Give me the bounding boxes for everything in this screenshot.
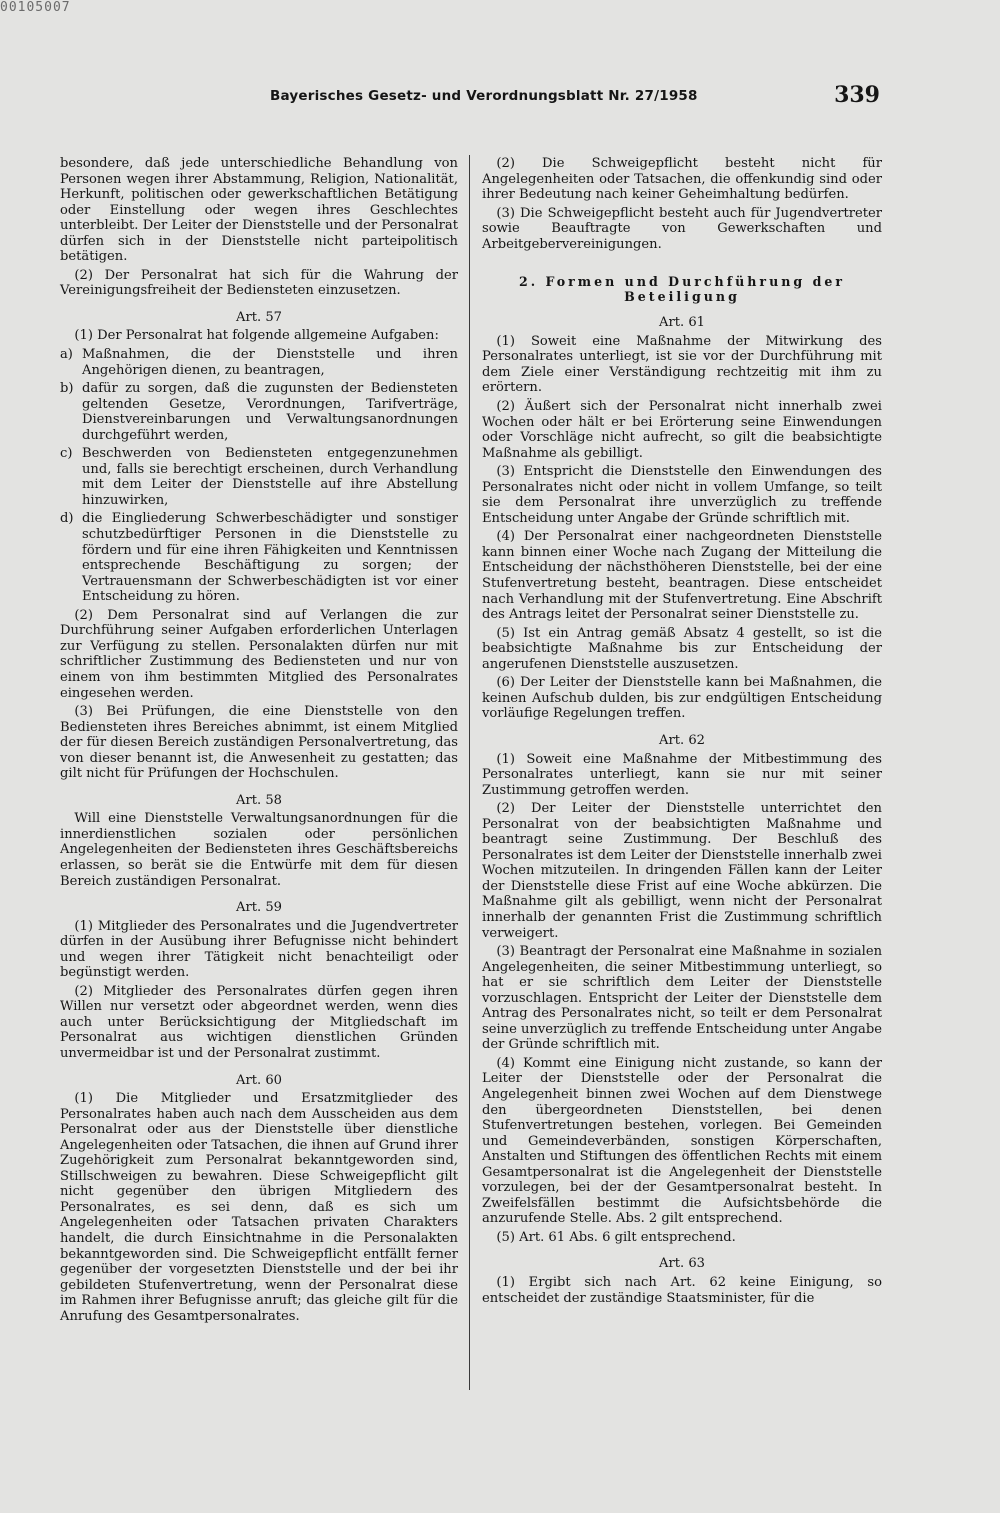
paragraph: (4) Der Personalrat einer nachgeordneten Dienststelle kann binnen einer Woche nach Zugang der Mitteilung die Entscheidung der nächsthöheren Dienststelle, bei der eine Stufenvertretung besteht, beantragen. Diese entscheidet nach Verhandlung mit der Stufenvertretung. Eine Abschrift des Antrags leitet der Personalrat seiner Dienststelle zu. <box>482 529 882 623</box>
running-title: Bayerisches Gesetz- und Verordnungsblatt Nr. 27/1958 <box>270 88 698 104</box>
list-item-label: c) <box>60 446 73 462</box>
paragraph: (1) Mitglieder des Personalrates und die Jugendvertreter dürfen in der Ausübung ihrer Befugnisse nicht behindert und wegen ihrer Tätigkeit nicht benachteiligt oder begünstigt werden. <box>60 918 458 981</box>
list-item-text: Beschwerden von Bediensteten entgegenzunehmen und, falls sie berechtigt erscheinen, durch Verhandlung mit dem Leiter der Dienststelle auf ihre Abstellung hinzuwirken, <box>82 446 458 508</box>
list-item <box>60 511 458 604</box>
paragraph: (3) Beantragt der Personalrat eine Maßnahme in sozialen Angelegenheiten, die seiner Mitbestimmung unterliegt, so hat er sie schriftlich dem Leiter der Dienststelle vorzuschlagen. Entspricht der Leiter der Dienststelle dem Antrag des Personalrates nicht, so teilt er dem Personalrat seine unverzüglich zu treffende Entscheidung unter Angabe der Gründe schriftlich mit. <box>482 944 882 1053</box>
paragraph: (2) Mitglieder des Personalrates dürfen gegen ihren Willen nur versetzt oder abgeordnet werden, wenn dies auch unter Berücksichtigung der Mitgliedschaft im Personalrat aus wichtigen dienstlichen Gründen unvermeidbar ist und der Personalrat zustimmt. <box>60 983 458 1061</box>
paragraph: (1) Die Mitglieder und Ersatzmitglieder des Personalrates haben auch nach dem Ausscheiden aus dem Personalrat oder aus der Dienststelle über dienstliche Angelegenheiten oder Tatsachen, die ihnen auf Grund ihrer Zugehörigkeit zum Personalrat bekanntgeworden sind, Stillschweigen zu bewahren. Diese Schweigepflicht gilt nicht gegenüber den übrigen Mitgliedern des Personalrates, es sei denn, daß es sich um Angelegenheiten oder Tatsachen privaten Charakters handelt, die durch Einsichtnahme in die Personalakten bekanntgeworden sind. Die Schweigepflicht entfällt ferner gegenüber der vorgesetzten Dienststelle und der bei ihr gebildeten Stufenvertretung, wenn der Personalrat diese im Rahmen ihrer Befugnisse anruft; das gleiche gilt für die Anrufung des Gesamtpersonalrates. <box>60 1091 458 1324</box>
list-item <box>60 446 458 508</box>
article-heading: Art. 62 <box>659 732 705 748</box>
list-item-text: Maßnahmen, die der Dienststelle und ihren Angehörigen dienen, zu beantragen, <box>82 347 458 378</box>
paragraph: (2) Dem Personalrat sind auf Verlangen die zur Durchführung seiner Aufgaben erforderlichen Unterlagen zur Verfügung zu stellen. Personalakten dürfen nur mit schriftlicher Zustimmung des Bediensteten und nur von einem von ihm bestimmten Mitglied des Personalrates eingesehen werden. <box>60 607 458 701</box>
paragraph: (1) Der Personalrat hat folgende allgemeine Aufgaben: <box>74 328 439 344</box>
right-column <box>482 156 882 1309</box>
paragraph: (2) Der Personalrat hat sich für die Wahrung der Vereinigungsfreiheit der Bediensteten einzusetzen. <box>60 267 458 299</box>
list-item-text: die Eingliederung Schwerbeschädigter und sonstiger schutzbedürftiger Personen in die Dienststelle zu fördern und für eine ihren Fähigkeiten und Kenntnissen entsprechende Beschäftigung zu sorgen; der Vertrauensmann der Schwerbeschädigten ist vor einer Entscheidung zu hören. <box>82 511 458 605</box>
paragraph: (5) Ist ein Antrag gemäß Absatz 4 gestellt, so ist die beabsichtigte Maßnahme bis zur Entscheidung der angerufenen Dienststelle auszusetzen. <box>482 625 882 672</box>
paragraph: (3) Entspricht die Dienststelle den Einwendungen des Personalrates nicht oder nicht in vollem Umfange, so teilt sie dem Personalrat ihre unverzüglich zu treffende Entscheidung unter Angabe der Gründe schriftlich mit. <box>482 464 882 526</box>
paragraph: besondere, daß jede unterschiedliche Behandlung von Personen wegen ihrer Abstammung, Religion, Nationalität, Herkunft, politischen oder gewerkschaftlichen Betätigung oder Einstellung oder wegen ihres Geschlechtes unterbleibt. Der Leiter der Dienststelle und der Personalrat dürfen sich in der Dienststelle nicht parteipolitisch betätigen. <box>60 156 458 265</box>
paragraph: (4) Kommt eine Einigung nicht zustande, so kann der Leiter der Dienststelle oder der Personalrat die Angelegenheit binnen zwei Wochen auf dem Dienstwege den übergeordneten Dienststellen, bei denen Stufenvertretungen bestehen, vorlegen. Bei Gemeinden und Gemeindeverbänden, sonstigen Körperschaften, Anstalten und Stiftungen des öffentlichen Rechts mit einem Gesamtpersonalrat ist die Angelegenheit der Dienststelle vorzulegen, bei der der Gesamtpersonalrat besteht. In Zweifelsfällen bestimmt die Aufsichtsbehörde die anzurufende Stelle. Abs. 2 gilt entsprechend. <box>482 1055 882 1227</box>
list-item-label: d) <box>60 511 74 527</box>
list-item <box>60 347 458 378</box>
paragraph: (1) Soweit eine Maßnahme der Mitwirkung des Personalrates unterliegt, ist sie vor der Durchführung mit dem Ziele einer Verständigung rechtzeitig mit ihm zu erörtern. <box>482 333 882 396</box>
paragraph: (2) Die Schweigepflicht besteht nicht für Angelegenheiten oder Tatsachen, die offenkundig sind oder ihrer Bedeutung nach keiner Geheimhaltung bedürfen. <box>482 156 882 203</box>
page-header <box>60 82 880 112</box>
paragraph: (2) Äußert sich der Personalrat nicht innerhalb zwei Wochen oder hält er bei Erörterung seine Einwendungen oder Vorschläge nicht aufrecht, so gilt die beabsichtigte Maßnahme als gebilligt. <box>482 399 882 461</box>
paragraph: (1) Ergibt sich nach Art. 62 keine Einigung, so entscheidet der zuständige Staatsminister, für die <box>482 1275 882 1306</box>
list-item-text: dafür zu sorgen, daß die zugunsten der Bediensteten geltenden Gesetze, Verordnungen, Tarifverträge, Dienstvereinbarungen und Verwaltungsanordnungen durchgeführt werden, <box>82 381 458 443</box>
paragraph: (3) Die Schweigepflicht besteht auch für Jugendvertreter sowie Beauftragte von Gewerkschaften und Arbeitgebervereinigungen. <box>482 205 882 252</box>
paragraph: (2) Der Leiter der Dienststelle unterrichtet den Personalrat von der beabsichtigten Maßnahme und beantragt seine Zustimmung. Der Beschluß des Personalrates ist dem Leiter der Dienststelle innerhalb zwei Wochen mitzuteilen. In dringenden Fällen kann der Leiter der Dienststelle diese Frist auf eine Woche abkürzen. Die Maßnahme gilt als gebilligt, wenn nicht der Personalrat innerhalb der genannten Frist die Zustimmung schriftlich verweigert. <box>482 801 882 941</box>
article-heading: Art. 61 <box>659 315 705 331</box>
archive-stamp: 00105007 <box>0 0 71 15</box>
paragraph: (5) Art. 61 Abs. 6 gilt entsprechend. <box>496 1229 736 1245</box>
list-item-label: b) <box>60 381 74 397</box>
left-column <box>60 156 458 1327</box>
article-heading: Art. 58 <box>236 792 282 808</box>
article-heading: Art. 57 <box>236 309 282 325</box>
paragraph: (3) Bei Prüfungen, die eine Dienststelle von den Bediensteten ihres Bereiches abnimmt, ist einem Mitglied der für diesen Bereich zuständigen Personalvertretung, das von dieser benannt ist, die Anwesenheit zu gestatten; das gilt nicht für Prüfungen der Hochschulen. <box>60 704 458 782</box>
paragraph: (1) Soweit eine Maßnahme der Mitbestimmung des Personalrates unterliegt, kann sie nur mit seiner Zustimmung getroffen werden. <box>482 751 882 798</box>
page-number: 339 <box>834 82 880 108</box>
column-divider <box>469 155 470 1390</box>
article-heading: Art. 59 <box>236 900 282 916</box>
paragraph: (6) Der Leiter der Dienststelle kann bei Maßnahmen, die keinen Aufschub dulden, bis zur endgültigen Entscheidung vorläufige Regelungen treffen. <box>482 675 882 722</box>
paragraph: Will eine Dienststelle Verwaltungsanordnungen für die innerdienstlichen sozialen oder persönlichen Angelegenheiten der Bediensteten ihres Geschäftsbereichs erlassen, so berät sie die Entwürfe mit dem für diesen Bereich zuständigen Personalrat. <box>60 811 458 889</box>
list-item-label: a) <box>60 347 73 363</box>
list-item <box>60 381 458 443</box>
section-heading: 2. Formen und Durchführung der Beteiligung <box>518 274 846 305</box>
article-heading: Art. 63 <box>659 1256 705 1272</box>
article-heading: Art. 60 <box>236 1072 282 1088</box>
